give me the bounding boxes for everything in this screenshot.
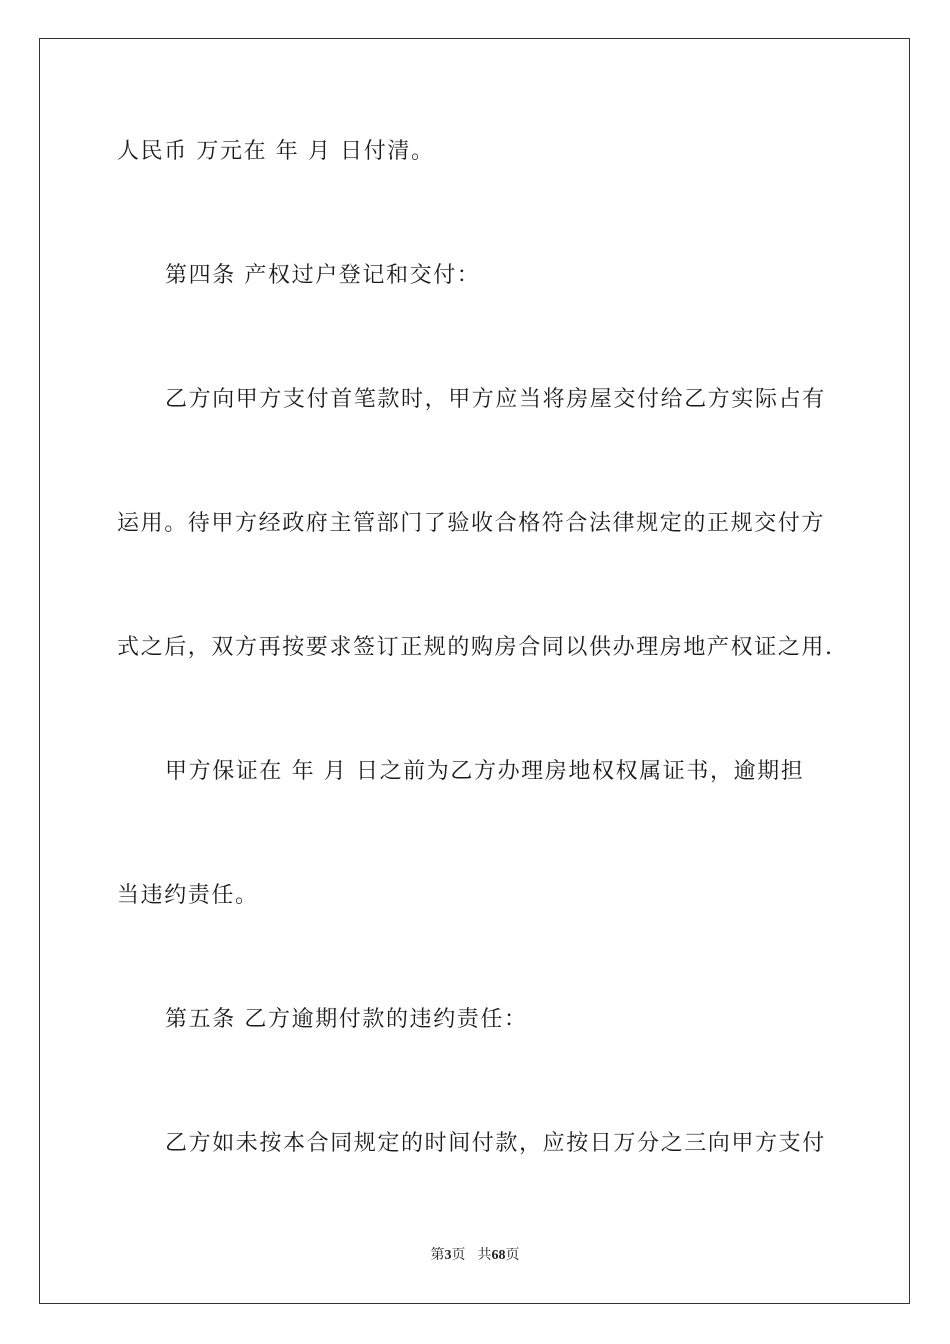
paragraph-line-9: 乙方如未按本合同规定的时间付款，应按日万分之三向甲方支付: [165, 1131, 826, 1156]
section-heading-5: 第五条 乙方逾期付款的违约责任：: [165, 1007, 528, 1032]
paragraph-line-3: 乙方向甲方支付首笔款时，甲方应当将房屋交付给乙方实际占有: [165, 387, 826, 412]
footer-total-pages: 68: [491, 1248, 506, 1263]
footer-total-prefix: 共: [477, 1248, 492, 1263]
paragraph-line-6: 甲方保证在 年 月 日之前为乙方办理房地权权属证书，逾期担: [165, 759, 805, 784]
footer-page-number: 3: [444, 1248, 452, 1263]
paragraph-line-5: 式之后，双方再按要求签订正规的购房合同以供办理房地产权证之用.: [117, 635, 834, 660]
paragraph-line-7: 当违约责任。: [117, 883, 259, 908]
footer-page-prefix: 第: [430, 1248, 445, 1263]
footer-total-suffix: 页: [505, 1248, 520, 1263]
page-footer: [0, 1247, 950, 1265]
footer-page-suffix: 页: [451, 1248, 466, 1263]
section-heading-4: 第四条 产权过户登记和交付：: [165, 263, 481, 288]
paragraph-line-1: 人民币 万元在 年 月 日付清。: [117, 139, 435, 164]
page-border: [39, 38, 910, 1304]
paragraph-line-4: 运用。待甲方经政府主管部门了验收合格符合法律规定的正规交付方: [117, 511, 826, 536]
